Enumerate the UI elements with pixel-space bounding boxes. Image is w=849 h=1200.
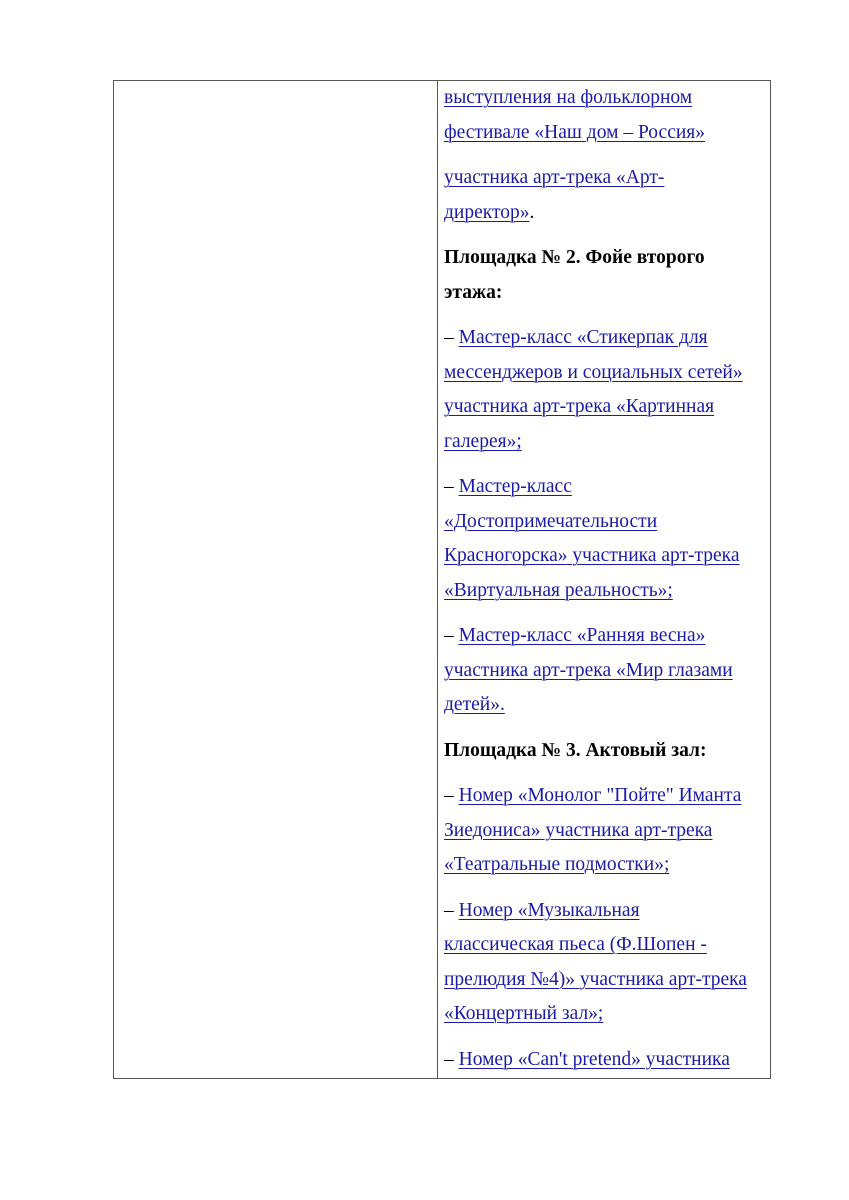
paragraph-landmarks [444, 470, 766, 608]
link-stickerpack-line3[interactable]: участника арт-трека «Картинная [444, 396, 715, 417]
paragraph-art-director [444, 161, 766, 230]
link-early-spring-line2[interactable]: участника арт-трека «Мир глазами [444, 659, 733, 681]
cant-pretend-line1 [444, 1043, 766, 1078]
right-cell [444, 81, 766, 1077]
paragraph-stickerpack [444, 321, 766, 459]
list-dash: – [444, 625, 459, 646]
link-chopin-line3[interactable]: прелюдия №4)» участника арт-трека [444, 968, 747, 990]
heading-venue-3-line1: Площадка № 3. Актовый зал: [444, 739, 707, 761]
link-folk-festival-line2[interactable]: фестивале «Наш дом – Россия» [444, 121, 706, 143]
link-early-spring-line1[interactable]: Мастер-класс «Ранняя весна» [458, 625, 706, 646]
link-landmarks-line4[interactable]: «Виртуальная реальность»; [444, 579, 673, 601]
early-spring-line1 [444, 619, 766, 654]
paragraph-chopin [444, 894, 766, 1032]
link-stickerpack-line1[interactable]: Мастер-класс «Стикерпак для [458, 327, 708, 348]
chopin-line1 [444, 894, 766, 929]
landmarks-line1 [444, 470, 766, 505]
paragraph-folk-festival [444, 81, 766, 150]
link-monologue-line2[interactable]: Зиедониса» участника арт-трека [444, 819, 713, 841]
monologue-line1 [444, 779, 766, 814]
list-dash: – [444, 327, 459, 348]
link-chopin-line1[interactable]: Номер «Музыкальная [458, 899, 640, 921]
list-dash: – [444, 899, 459, 921]
list-dash: – [444, 1048, 459, 1070]
link-art-director-line2[interactable]: директор» [444, 201, 530, 223]
link-stickerpack-line2[interactable]: мессенджеров и социальных сетей» [444, 361, 743, 383]
paragraph-monologue [444, 779, 766, 883]
paragraph-early-spring [444, 619, 766, 723]
paragraph-cant-pretend [444, 1043, 766, 1078]
link-art-director-line1[interactable]: участника арт-трека «Арт- [444, 167, 665, 188]
column-divider [437, 81, 438, 1078]
link-folk-festival-line1[interactable]: выступления на фольклорном [444, 87, 693, 108]
stickerpack-line1 [444, 321, 766, 356]
schedule-table [113, 80, 771, 1079]
heading-venue-2-line1: Площадка № 2. Фойе второго [444, 247, 705, 268]
link-chopin-line4[interactable]: «Концертный зал»; [444, 1003, 604, 1024]
list-dash: – [444, 476, 459, 497]
link-monologue-line1[interactable]: Номер «Монолог "Пойте" Иманта [458, 785, 742, 806]
link-cant-pretend-line1[interactable]: Номер «Can't pretend» участника [458, 1048, 730, 1070]
heading-venue-2 [444, 241, 766, 310]
link-chopin-line2[interactable]: классическая пьеса (Ф.Шопен - [444, 934, 707, 955]
list-dash: – [444, 785, 459, 806]
link-landmarks-line3[interactable]: Красногорска» участника арт-трека [444, 545, 740, 566]
art-director-line2 [444, 196, 766, 231]
link-early-spring-line3[interactable]: детей». [444, 694, 505, 715]
heading-venue-3 [444, 734, 766, 769]
link-landmarks-line2[interactable]: «Достопримечательности [444, 510, 658, 532]
link-stickerpack-line4[interactable]: галерея»; [444, 430, 522, 452]
link-landmarks-line1[interactable]: Мастер-класс [458, 476, 572, 497]
heading-venue-2-line2: этажа: [444, 281, 503, 303]
link-monologue-line3[interactable]: «Театральные подмостки»; [444, 854, 670, 875]
art-director-period: . [529, 201, 535, 223]
